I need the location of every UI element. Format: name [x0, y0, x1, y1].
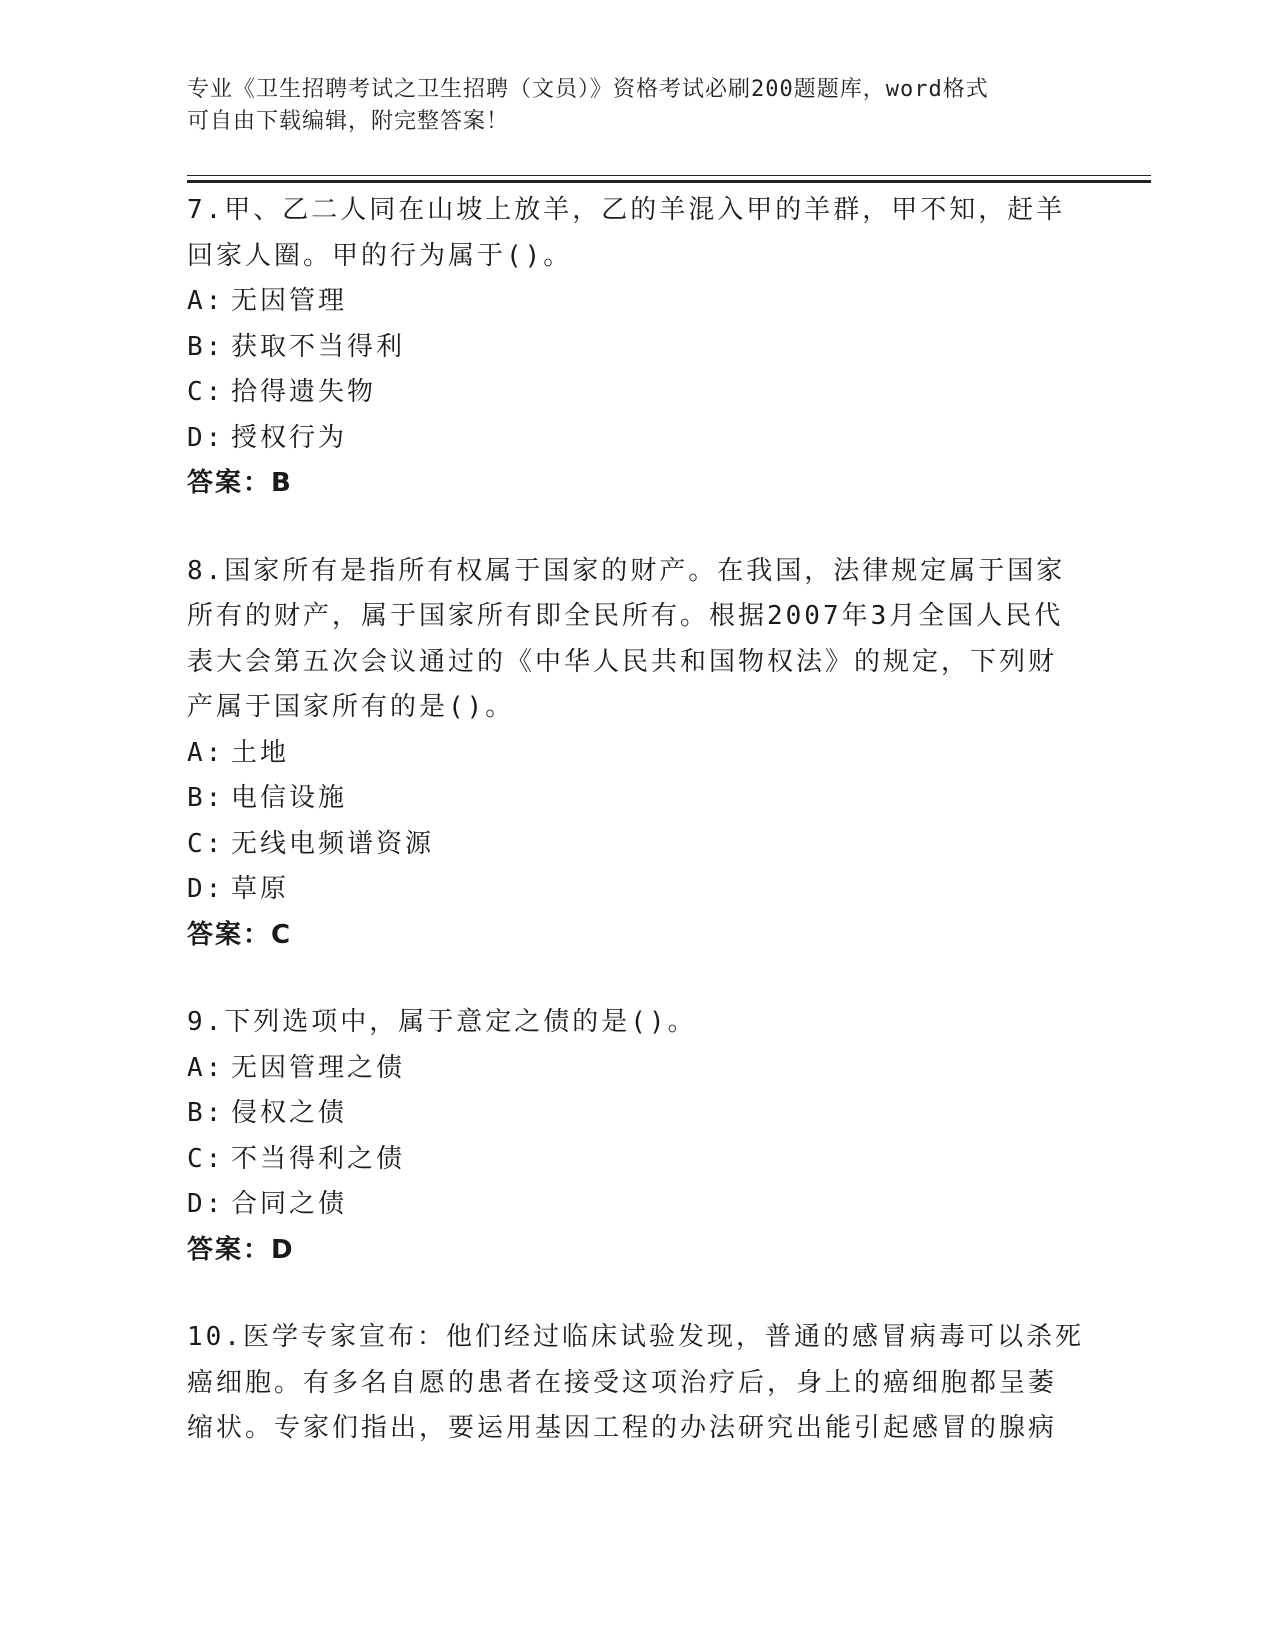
option-text: 电信设施 [231, 783, 348, 813]
question-stem-line: 产属于国家所有的是()。 [187, 692, 515, 722]
option-text: 获取不当得利 [231, 331, 406, 362]
question-stem-line: 8.国家所有是指所有权属于国家的财产。在我国，法律规定属于国家 [187, 555, 1066, 586]
option-letter: A: [187, 737, 225, 768]
header-rule-thick [187, 180, 1151, 183]
option-item [187, 867, 1087, 913]
option-letter: C: [187, 828, 225, 859]
option-text: 拾得遗失物 [231, 377, 377, 407]
option-letter: B: [187, 1098, 225, 1128]
option-letter: B: [187, 331, 225, 362]
option-letter: A: [187, 1052, 225, 1083]
answer-label: 答案：C [187, 919, 293, 950]
option-item [187, 1091, 1087, 1137]
question-list [187, 188, 1087, 1494]
header-line-2: 可自由下载编辑，附完整答案！ [187, 109, 510, 134]
option-item [187, 1046, 1087, 1092]
header-rule-thin [187, 175, 1151, 176]
document-header [187, 74, 1067, 138]
option-text: 合同之债 [231, 1189, 348, 1219]
option-letter: D: [187, 422, 225, 453]
question-3 [187, 1000, 1087, 1273]
option-item [187, 776, 1087, 822]
option-text: 草原 [231, 874, 290, 904]
option-letter: D: [187, 874, 225, 904]
option-letter: D: [187, 1189, 225, 1219]
question-stem-line: 9.下列选项中，属于意定之债的是()。 [187, 1007, 697, 1037]
answer-label: 答案：D [187, 1234, 295, 1265]
question-stem [187, 1000, 1087, 1046]
option-item [187, 279, 1087, 325]
question-stem-line: 10.医学专家宣布：他们经过临床试验发现，普通的感冒病毒可以杀死 [187, 1322, 1084, 1352]
question-stem [187, 188, 1087, 279]
question-stem [187, 549, 1087, 731]
question-stem [187, 1315, 1087, 1452]
option-text: 无因管理 [231, 286, 348, 316]
option-text: 授权行为 [231, 422, 348, 453]
question-stem-line: 缩状。专家们指出，要运用基因工程的办法研究出能引起感冒的腺病 [187, 1413, 1058, 1443]
question-stem-line: 回家人圈。甲的行为属于()。 [187, 240, 573, 271]
question-1 [187, 188, 1087, 507]
option-letter: C: [187, 377, 225, 407]
option-letter: C: [187, 1143, 225, 1174]
question-stem-line: 7.甲、乙二人同在山坡上放羊，乙的羊混入甲的羊群，甲不知，赶羊 [187, 195, 1066, 225]
option-text: 不当得利之债 [231, 1143, 406, 1174]
option-item [187, 370, 1087, 416]
answer-label: 答案：B [187, 468, 293, 498]
question-stem-line: 所有的财产，属于国家所有即全民所有。根据2007年3月全国人民代 [187, 601, 1064, 631]
question-stem-line: 表大会第五次会议通过的《中华人民共和国物权法》的规定，下列财 [187, 646, 1058, 677]
option-text: 无因管理之债 [231, 1052, 406, 1083]
option-letter: A: [187, 286, 225, 316]
option-item [187, 416, 1087, 462]
option-item [187, 1182, 1087, 1228]
option-item [187, 822, 1087, 868]
option-text: 土地 [231, 737, 290, 768]
option-item [187, 731, 1087, 777]
option-item [187, 325, 1087, 371]
option-item [187, 1137, 1087, 1183]
header-line-1: 专业《卫生招聘考试之卫生招聘（文员）》资格考试必刷200题题库，word格式 [187, 77, 989, 102]
option-letter: B: [187, 783, 225, 813]
question-stem-line: 癌细胞。有多名自愿的患者在接受这项治疗后，身上的癌细胞都呈萎 [187, 1367, 1058, 1398]
option-text: 侵权之债 [231, 1098, 348, 1128]
question-4 [187, 1315, 1087, 1452]
question-2 [187, 549, 1087, 959]
option-text: 无线电频谱资源 [231, 828, 435, 859]
